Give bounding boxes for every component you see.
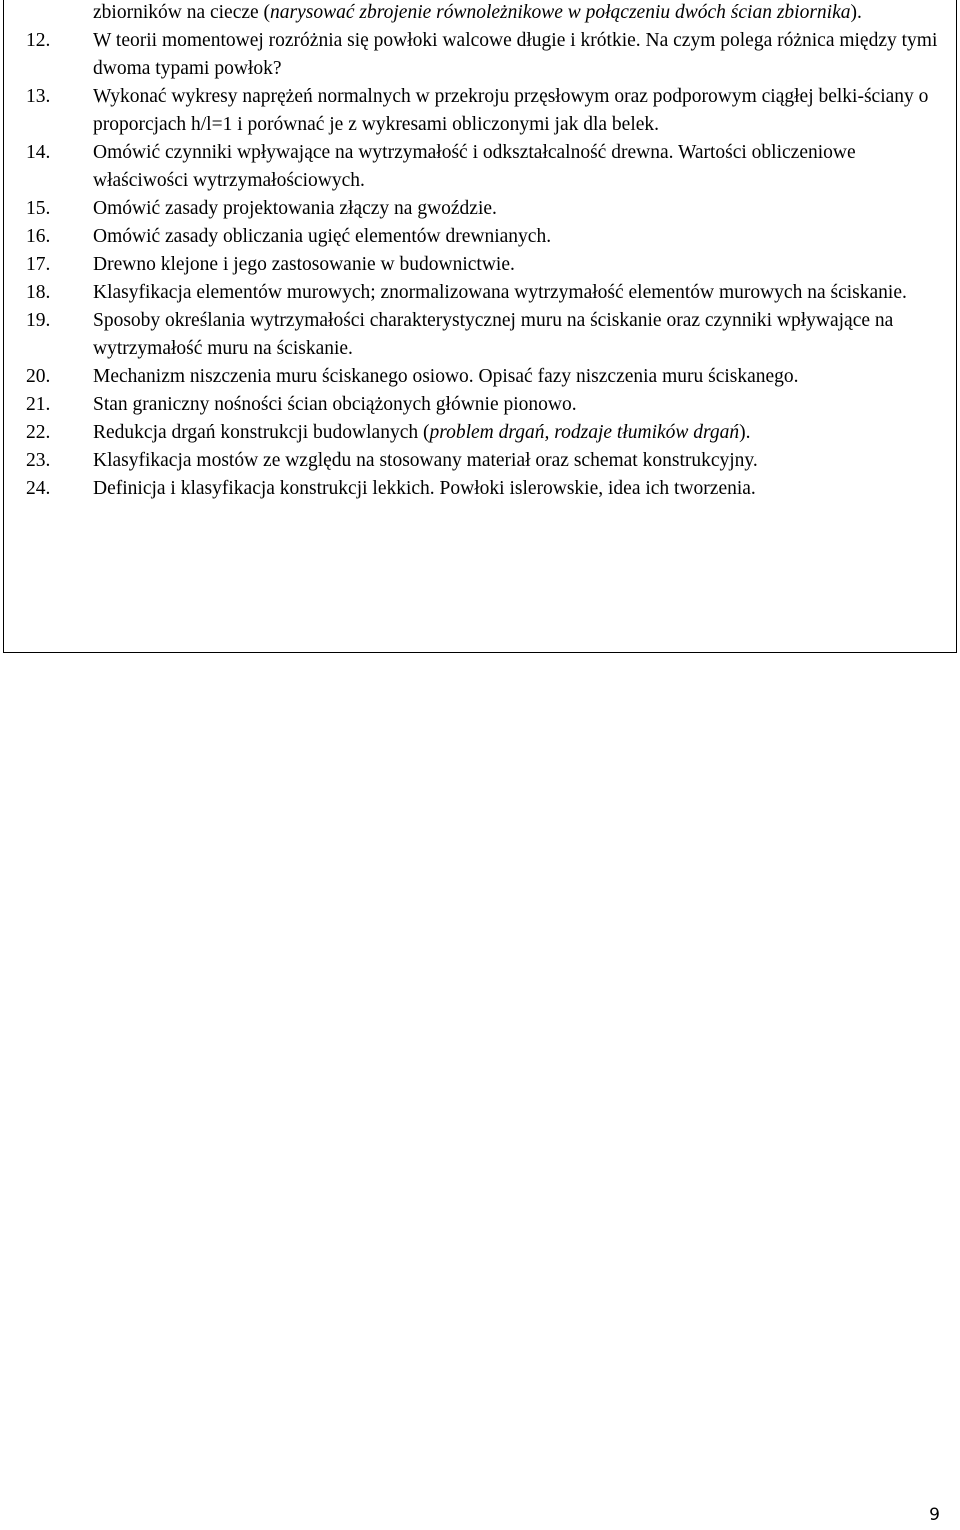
item-number: 18. xyxy=(26,282,51,303)
item-text: Redukcja drgań konstrukcji budowlanych (problem drgań, rodzaje tłumików drgań). xyxy=(93,422,751,443)
list-item-17 xyxy=(4,251,954,279)
item-text: Definicja i klasyfikacja konstrukcji lekkich. Powłoki islerowskie, idea ich tworzenia. xyxy=(93,478,756,499)
list-item-continuation xyxy=(4,0,954,27)
list-item-23 xyxy=(4,447,954,475)
item-text: Klasyfikacja mostów ze względu na stosowany materiał oraz schemat konstrukcyjny. xyxy=(93,450,758,471)
bordered-frame xyxy=(3,0,957,653)
list-item-24 xyxy=(4,475,954,503)
item-number: 23. xyxy=(26,450,51,471)
item-number: 12. xyxy=(26,30,51,51)
item-number: 13. xyxy=(26,86,51,107)
list-item-20 xyxy=(4,363,954,391)
item-text: Omówić zasady obliczania ugięć elementów drewnianych. xyxy=(93,226,552,247)
list-item-18 xyxy=(4,279,954,307)
item-text: Drewno klejone i jego zastosowanie w budownictwie. xyxy=(93,254,515,275)
item-number: 17. xyxy=(26,254,51,275)
question-list xyxy=(4,0,954,503)
item-number: 15. xyxy=(26,198,51,219)
item-text: W teorii momentowej rozróżnia się powłoki walcowe długie i krótkie. Na czym polega różnica między tymi dwoma typami powłok? xyxy=(93,30,938,79)
item-text: Sposoby określania wytrzymałości charakterystycznej muru na ściskanie oraz czynniki wpływające na wytrzymałość muru na ściskanie. xyxy=(93,310,894,359)
item-text: Omówić zasady projektowania złączy na gwoździe. xyxy=(93,198,497,219)
item-number: 19. xyxy=(26,310,51,331)
item-number: 21. xyxy=(26,394,51,415)
item-number: 20. xyxy=(26,366,51,387)
item-text: Stan graniczny nośności ścian obciążonych głównie pionowo. xyxy=(93,394,577,415)
item-number: 24. xyxy=(26,478,51,499)
list-item-21 xyxy=(4,391,954,419)
list-item-13 xyxy=(4,83,954,139)
page-number: 9 xyxy=(929,1505,940,1525)
item-number: 22. xyxy=(26,422,51,443)
list-item-15 xyxy=(4,195,954,223)
list-item-22 xyxy=(4,419,954,447)
list-item-16 xyxy=(4,223,954,251)
item-number: 14. xyxy=(26,142,51,163)
item-text: zbiorników na ciecze (narysować zbrojenie równoleżnikowe w połączeniu dwóch ścian zbiornika). xyxy=(93,2,862,23)
list-item-12 xyxy=(4,27,954,83)
list-item-19 xyxy=(4,307,954,363)
item-text: Mechanizm niszczenia muru ściskanego osiowo. Opisać fazy niszczenia muru ściskanego. xyxy=(93,366,799,387)
list-item-14 xyxy=(4,139,954,195)
item-number: 16. xyxy=(26,226,51,247)
item-text: Omówić czynniki wpływające na wytrzymałość i odkształcalność drewna. Wartości obliczeniowe właściwości wytrzymałościowych. xyxy=(93,142,856,191)
item-text: Wykonać wykresy naprężeń normalnych w przekroju przęsłowym oraz podporowym ciągłej belki-ściany o proporcjach h/l=1 i porównać je z wykresami obliczonymi jak dla belek. xyxy=(93,86,929,135)
item-text: Klasyfikacja elementów murowych; znormalizowana wytrzymałość elementów murowych na ściskanie. xyxy=(93,282,907,303)
